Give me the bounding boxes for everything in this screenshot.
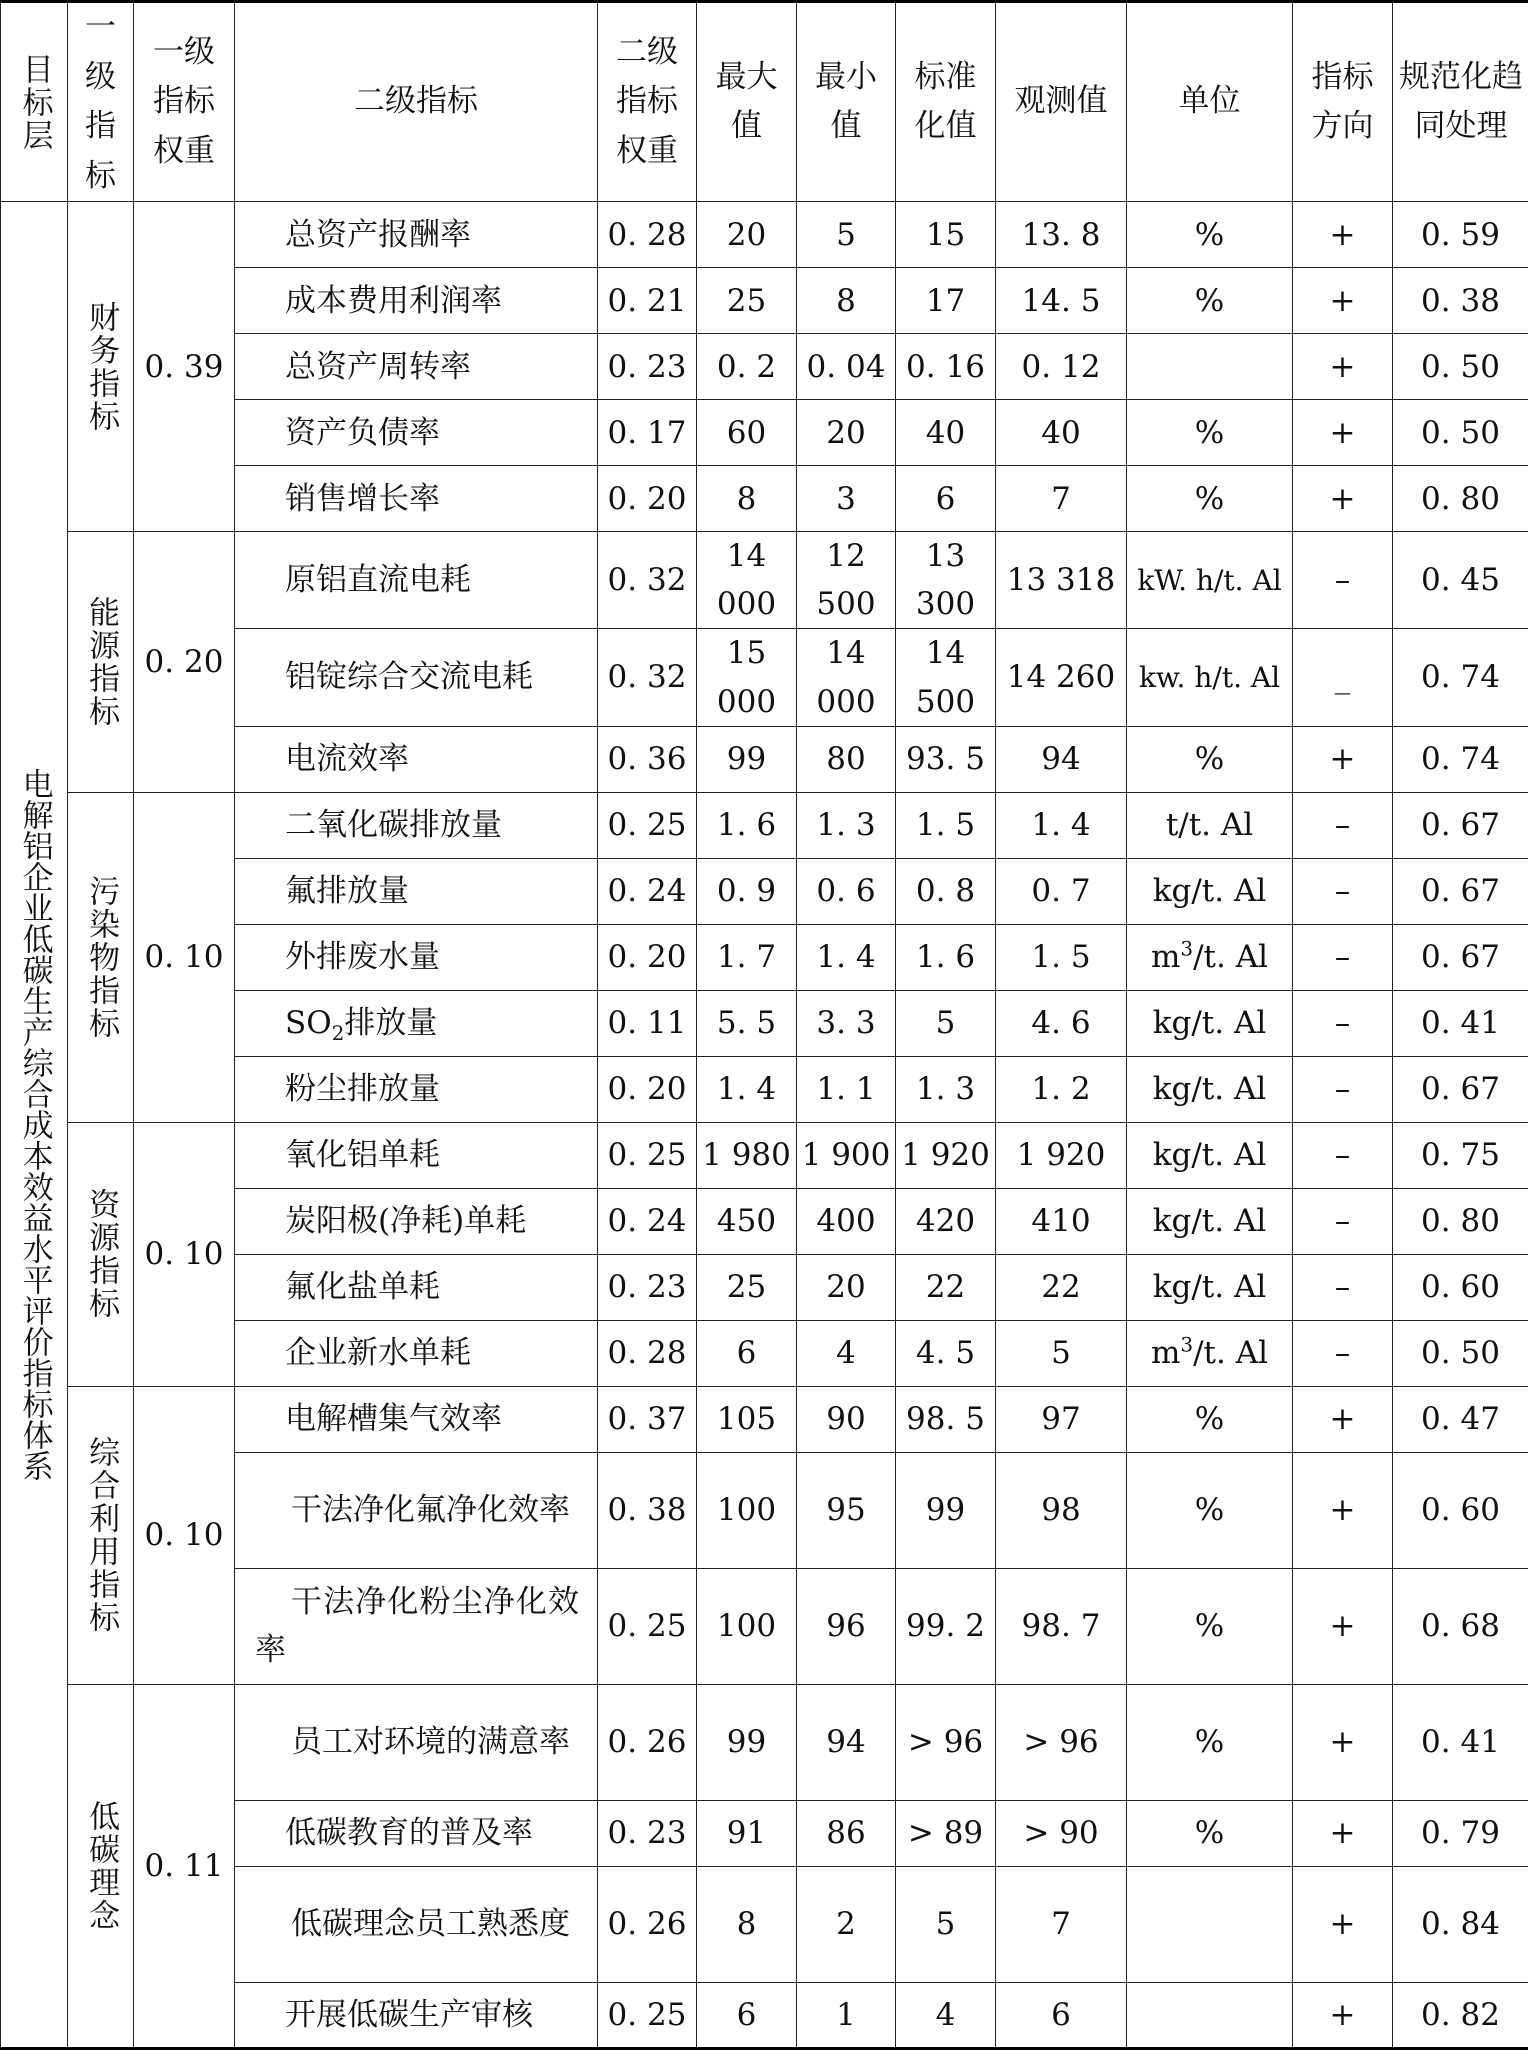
cell-normalized: 0. 67 bbox=[1393, 792, 1528, 858]
cell-standard: 99. 2 bbox=[896, 1568, 996, 1684]
cell-min: 0. 6 bbox=[797, 858, 896, 924]
cell-weight: 0. 37 bbox=[598, 1386, 697, 1452]
cell-min: 400 bbox=[797, 1188, 896, 1254]
cell-min: 90 bbox=[797, 1386, 896, 1452]
cell-unit bbox=[1127, 334, 1293, 400]
cell-weight: 0. 11 bbox=[598, 990, 697, 1056]
cell-normalized: 0. 80 bbox=[1393, 466, 1528, 532]
cell-min: 4 bbox=[797, 1320, 896, 1386]
cell-observed: 1. 2 bbox=[996, 1056, 1127, 1122]
cell-weight: 0. 24 bbox=[598, 1188, 697, 1254]
cell-standard: 40 bbox=[896, 400, 996, 466]
cell-observed: 40 bbox=[996, 400, 1127, 466]
cell-max: 91 bbox=[697, 1800, 797, 1866]
cell-min: 1. 3 bbox=[797, 792, 896, 858]
cell-weight: 0. 32 bbox=[598, 629, 697, 726]
cell-unit: % bbox=[1127, 1568, 1293, 1684]
cell-standard: 5 bbox=[896, 990, 996, 1056]
header-row bbox=[1, 2, 1528, 202]
cell-max: 8 bbox=[697, 1866, 797, 1982]
group-name-cell: 能源指标 bbox=[68, 532, 134, 792]
cell-max: 0. 9 bbox=[697, 858, 797, 924]
cell-normalized: 0. 68 bbox=[1393, 1568, 1528, 1684]
group-name-cell: 资源指标 bbox=[68, 1122, 134, 1386]
cell-max: 25 bbox=[697, 268, 797, 334]
cell-min: 8 bbox=[797, 268, 896, 334]
cell-observed: 1 920 bbox=[996, 1122, 1127, 1188]
cell-observed: 4. 6 bbox=[996, 990, 1127, 1056]
cell-observed: 7 bbox=[996, 1866, 1127, 1982]
group-name-cell: 低碳理念 bbox=[68, 1684, 134, 2048]
cell-normalized: 0. 80 bbox=[1393, 1188, 1528, 1254]
cell-standard: 99 bbox=[896, 1452, 996, 1568]
indicator-name: 低碳理念员工熟悉度 bbox=[235, 1866, 598, 1982]
cell-observed: 94 bbox=[996, 726, 1127, 792]
cell-min: 14 000 bbox=[797, 629, 896, 726]
cell-weight: 0. 25 bbox=[598, 792, 697, 858]
cell-normalized: 0. 50 bbox=[1393, 400, 1528, 466]
cell-normalized: 0. 50 bbox=[1393, 334, 1528, 400]
cell-observed: 6 bbox=[996, 1982, 1127, 2048]
group-name-cell: 污染物指标 bbox=[68, 792, 134, 1122]
header-normalized: 规范化趋同处理 bbox=[1393, 2, 1528, 202]
cell-direction: + bbox=[1293, 400, 1393, 466]
cell-unit: t/t. Al bbox=[1127, 792, 1293, 858]
cell-min: 1. 1 bbox=[797, 1056, 896, 1122]
cell-unit: % bbox=[1127, 202, 1293, 268]
group-weight-cell: 0. 20 bbox=[134, 532, 235, 792]
cell-unit: kg/t. Al bbox=[1127, 990, 1293, 1056]
cell-observed: 0. 12 bbox=[996, 334, 1127, 400]
cell-observed: 410 bbox=[996, 1188, 1127, 1254]
cell-min: 94 bbox=[797, 1684, 896, 1800]
table-row bbox=[1, 792, 1528, 858]
cell-observed: 13. 8 bbox=[996, 202, 1127, 268]
header-min: 最小值 bbox=[797, 2, 896, 202]
cell-max: 1 980 bbox=[697, 1122, 797, 1188]
cell-unit: % bbox=[1127, 1452, 1293, 1568]
cell-weight: 0. 20 bbox=[598, 466, 697, 532]
indicator-name: 氟排放量 bbox=[235, 858, 598, 924]
cell-max: 99 bbox=[697, 1684, 797, 1800]
cell-weight: 0. 23 bbox=[598, 1800, 697, 1866]
group-name-cell: 财务指标 bbox=[68, 202, 134, 532]
cell-normalized: 0. 45 bbox=[1393, 532, 1528, 629]
indicator-name: 总资产周转率 bbox=[235, 334, 598, 400]
indicator-name: 员工对环境的满意率 bbox=[235, 1684, 598, 1800]
indicator-name: 氟化盐单耗 bbox=[235, 1254, 598, 1320]
table-row bbox=[1, 1386, 1528, 1452]
cell-direction: + bbox=[1293, 1386, 1393, 1452]
cell-direction: + bbox=[1293, 1568, 1393, 1684]
cell-direction: – bbox=[1293, 1188, 1393, 1254]
cell-max: 99 bbox=[697, 726, 797, 792]
cell-unit: kg/t. Al bbox=[1127, 858, 1293, 924]
header-max: 最大值 bbox=[697, 2, 797, 202]
cell-observed: > 90 bbox=[996, 1800, 1127, 1866]
cell-normalized: 0. 79 bbox=[1393, 1800, 1528, 1866]
cell-min: 5 bbox=[797, 202, 896, 268]
group-weight-cell: 0. 39 bbox=[134, 202, 235, 532]
cell-max: 6 bbox=[697, 1320, 797, 1386]
cell-min: 0. 04 bbox=[797, 334, 896, 400]
indicator-name: 二氧化碳排放量 bbox=[235, 792, 598, 858]
indicator-name: 成本费用利润率 bbox=[235, 268, 598, 334]
indicator-name: 低碳教育的普及率 bbox=[235, 1800, 598, 1866]
cell-weight: 0. 25 bbox=[598, 1568, 697, 1684]
table-row bbox=[1, 1684, 1528, 1800]
cell-unit: kW. h/t. Al bbox=[1127, 532, 1293, 629]
cell-unit: $m^3/t$. Al bbox=[1127, 1320, 1293, 1386]
cell-observed: 5 bbox=[996, 1320, 1127, 1386]
cell-observed: 14. 5 bbox=[996, 268, 1127, 334]
cell-direction: + bbox=[1293, 334, 1393, 400]
cell-normalized: 0. 74 bbox=[1393, 726, 1528, 792]
cell-direction: + bbox=[1293, 1684, 1393, 1800]
cell-weight: 0. 20 bbox=[598, 1056, 697, 1122]
cell-direction: + bbox=[1293, 1452, 1393, 1568]
cell-standard: 0. 16 bbox=[896, 334, 996, 400]
cell-normalized: 0. 41 bbox=[1393, 1684, 1528, 1800]
cell-direction: – bbox=[1293, 924, 1393, 990]
cell-direction: + bbox=[1293, 202, 1393, 268]
cell-standard: > 89 bbox=[896, 1800, 996, 1866]
cell-standard: 5 bbox=[896, 1866, 996, 1982]
cell-max: 14 000 bbox=[697, 532, 797, 629]
cell-normalized: 0. 82 bbox=[1393, 1982, 1528, 2048]
cell-unit: % bbox=[1127, 1386, 1293, 1452]
cell-standard: 98. 5 bbox=[896, 1386, 996, 1452]
cell-direction: _ bbox=[1293, 629, 1393, 726]
indicator-name: 铝锭综合交流电耗 bbox=[235, 629, 598, 726]
cell-min: 1 bbox=[797, 1982, 896, 2048]
cell-normalized: 0. 74 bbox=[1393, 629, 1528, 726]
cell-min: 96 bbox=[797, 1568, 896, 1684]
cell-weight: 0. 25 bbox=[598, 1982, 697, 2048]
indicator-name: 开展低碳生产审核 bbox=[235, 1982, 598, 2048]
cell-unit bbox=[1127, 1982, 1293, 2048]
cell-direction: – bbox=[1293, 990, 1393, 1056]
cell-unit: % bbox=[1127, 1800, 1293, 1866]
cell-max: 105 bbox=[697, 1386, 797, 1452]
indicator-name: 干法净化氟净化效率 bbox=[235, 1452, 598, 1568]
cell-weight: 0. 26 bbox=[598, 1866, 697, 1982]
cell-standard: 0. 8 bbox=[896, 858, 996, 924]
cell-observed: 1. 4 bbox=[996, 792, 1127, 858]
cell-unit: kg/t. Al bbox=[1127, 1056, 1293, 1122]
indicator-name: 外排废水量 bbox=[235, 924, 598, 990]
cell-standard: 1. 6 bbox=[896, 924, 996, 990]
cell-max: 100 bbox=[697, 1452, 797, 1568]
cell-weight: 0. 25 bbox=[598, 1122, 697, 1188]
cell-weight: 0. 28 bbox=[598, 1320, 697, 1386]
cell-max: 1. 7 bbox=[697, 924, 797, 990]
cell-direction: – bbox=[1293, 1320, 1393, 1386]
cell-standard: 420 bbox=[896, 1188, 996, 1254]
cell-standard: > 96 bbox=[896, 1684, 996, 1800]
cell-standard: 1. 5 bbox=[896, 792, 996, 858]
cell-normalized: 0. 41 bbox=[1393, 990, 1528, 1056]
header-level2-weight: 二级指标权重 bbox=[598, 2, 697, 202]
cell-direction: + bbox=[1293, 1982, 1393, 2048]
cell-unit: % bbox=[1127, 268, 1293, 334]
cell-min: 3. 3 bbox=[797, 990, 896, 1056]
indicator-name: 总资产报酬率 bbox=[235, 202, 598, 268]
cell-direction: – bbox=[1293, 1122, 1393, 1188]
group-name-cell: 综合利用指标 bbox=[68, 1386, 134, 1684]
cell-normalized: 0. 75 bbox=[1393, 1122, 1528, 1188]
cell-standard: 22 bbox=[896, 1254, 996, 1320]
cell-min: 20 bbox=[797, 400, 896, 466]
cell-weight: 0. 21 bbox=[598, 268, 697, 334]
cell-max: 1. 6 bbox=[697, 792, 797, 858]
cell-direction: + bbox=[1293, 1866, 1393, 1982]
indicator-name: 电解槽集气效率 bbox=[235, 1386, 598, 1452]
cell-unit bbox=[1127, 1866, 1293, 1982]
group-weight-cell: 0. 10 bbox=[134, 792, 235, 1122]
cell-min: 2 bbox=[797, 1866, 896, 1982]
cell-standard: 14 500 bbox=[896, 629, 996, 726]
cell-weight: 0. 36 bbox=[598, 726, 697, 792]
cell-observed: 0. 7 bbox=[996, 858, 1127, 924]
cell-normalized: 0. 67 bbox=[1393, 924, 1528, 990]
cell-direction: – bbox=[1293, 532, 1393, 629]
group-weight-cell: 0. 11 bbox=[134, 1684, 235, 2048]
cell-observed: 22 bbox=[996, 1254, 1127, 1320]
indicator-name: 销售增长率 bbox=[235, 466, 598, 532]
cell-max: 60 bbox=[697, 400, 797, 466]
cell-standard: 1 920 bbox=[896, 1122, 996, 1188]
cell-standard: 4. 5 bbox=[896, 1320, 996, 1386]
indicator-name: 企业新水单耗 bbox=[235, 1320, 598, 1386]
header-unit: 单位 bbox=[1127, 2, 1293, 202]
cell-normalized: 0. 38 bbox=[1393, 268, 1528, 334]
header-level1-weight: 一级指标权重 bbox=[134, 2, 235, 202]
header-level1: 一级指标 bbox=[68, 2, 134, 202]
cell-weight: 0. 24 bbox=[598, 858, 697, 924]
cell-unit: % bbox=[1127, 1684, 1293, 1800]
cell-normalized: 0. 47 bbox=[1393, 1386, 1528, 1452]
cell-min: 20 bbox=[797, 1254, 896, 1320]
table-row bbox=[1, 202, 1528, 268]
cell-direction: + bbox=[1293, 726, 1393, 792]
cell-max: 450 bbox=[697, 1188, 797, 1254]
cell-direction: + bbox=[1293, 1800, 1393, 1866]
cell-unit: % bbox=[1127, 466, 1293, 532]
cell-standard: 93. 5 bbox=[896, 726, 996, 792]
cell-standard: 4 bbox=[896, 1982, 996, 2048]
header-target: 目标层 bbox=[1, 2, 68, 202]
cell-min: 86 bbox=[797, 1800, 896, 1866]
cell-unit: kg/t. Al bbox=[1127, 1188, 1293, 1254]
cell-weight: 0. 38 bbox=[598, 1452, 697, 1568]
group-weight-cell: 0. 10 bbox=[134, 1386, 235, 1684]
cell-max: 6 bbox=[697, 1982, 797, 2048]
cell-unit: kw. h/t. Al bbox=[1127, 629, 1293, 726]
group-weight-cell: 0. 10 bbox=[134, 1122, 235, 1386]
header-direction: 指标方向 bbox=[1293, 2, 1393, 202]
cell-max: 0. 2 bbox=[697, 334, 797, 400]
cell-max: 25 bbox=[697, 1254, 797, 1320]
cell-max: 8 bbox=[697, 466, 797, 532]
cell-observed: > 96 bbox=[996, 1684, 1127, 1800]
cell-max: 20 bbox=[697, 202, 797, 268]
cell-normalized: 0. 50 bbox=[1393, 1320, 1528, 1386]
indicator-name: 原铝直流电耗 bbox=[235, 532, 598, 629]
cell-standard: 6 bbox=[896, 466, 996, 532]
cell-normalized: 0. 60 bbox=[1393, 1452, 1528, 1568]
table-row bbox=[1, 532, 1528, 629]
cell-observed: 13 318 bbox=[996, 532, 1127, 629]
cell-max: 100 bbox=[697, 1568, 797, 1684]
indicator-name: 粉尘排放量 bbox=[235, 1056, 598, 1122]
cell-direction: – bbox=[1293, 858, 1393, 924]
cell-weight: 0. 17 bbox=[598, 400, 697, 466]
cell-min: 1. 4 bbox=[797, 924, 896, 990]
cell-normalized: 0. 84 bbox=[1393, 1866, 1528, 1982]
cell-direction: – bbox=[1293, 1254, 1393, 1320]
cell-standard: 1. 3 bbox=[896, 1056, 996, 1122]
cell-normalized: 0. 67 bbox=[1393, 858, 1528, 924]
cell-direction: – bbox=[1293, 1056, 1393, 1122]
cell-weight: 0. 23 bbox=[598, 334, 697, 400]
cell-min: 3 bbox=[797, 466, 896, 532]
indicator-name: 炭阳极(净耗)单耗 bbox=[235, 1188, 598, 1254]
cell-observed: 1. 5 bbox=[996, 924, 1127, 990]
cell-min: 1 900 bbox=[797, 1122, 896, 1188]
cell-observed: 98 bbox=[996, 1452, 1127, 1568]
cell-weight: 0. 23 bbox=[598, 1254, 697, 1320]
cell-min: 95 bbox=[797, 1452, 896, 1568]
header-observed: 观测值 bbox=[996, 2, 1127, 202]
cell-unit: % bbox=[1127, 726, 1293, 792]
cell-unit: kg/t. Al bbox=[1127, 1254, 1293, 1320]
cell-weight: 0. 32 bbox=[598, 532, 697, 629]
indicator-name: $SO_2$排放量 bbox=[235, 990, 598, 1056]
header-level2: 二级指标 bbox=[235, 2, 598, 202]
cell-standard: 15 bbox=[896, 202, 996, 268]
cell-observed: 7 bbox=[996, 466, 1127, 532]
cell-weight: 0. 28 bbox=[598, 202, 697, 268]
cell-weight: 0. 20 bbox=[598, 924, 697, 990]
cell-observed: 97 bbox=[996, 1386, 1127, 1452]
indicator-name: 氧化铝单耗 bbox=[235, 1122, 598, 1188]
cell-observed: 14 260 bbox=[996, 629, 1127, 726]
indicator-name: 干法净化粉尘净化效率 bbox=[235, 1568, 598, 1684]
table-row bbox=[1, 1122, 1528, 1188]
cell-direction: – bbox=[1293, 792, 1393, 858]
cell-normalized: 0. 59 bbox=[1393, 202, 1528, 268]
cell-max: 5. 5 bbox=[697, 990, 797, 1056]
cell-unit: % bbox=[1127, 400, 1293, 466]
indicator-name: 电流效率 bbox=[235, 726, 598, 792]
cell-direction: + bbox=[1293, 466, 1393, 532]
cell-normalized: 0. 60 bbox=[1393, 1254, 1528, 1320]
cell-max: 15 000 bbox=[697, 629, 797, 726]
cell-normalized: 0. 67 bbox=[1393, 1056, 1528, 1122]
indicator-name: 资产负债率 bbox=[235, 400, 598, 466]
cell-min: 80 bbox=[797, 726, 896, 792]
cell-standard: 17 bbox=[896, 268, 996, 334]
target-layer-cell: 电解铝企业低碳生产综合成本效益水平评价指标体系 bbox=[1, 202, 68, 2048]
cell-observed: 98. 7 bbox=[996, 1568, 1127, 1684]
cell-unit: kg/t. Al bbox=[1127, 1122, 1293, 1188]
cell-min: 12 500 bbox=[797, 532, 896, 629]
header-standard: 标准化值 bbox=[896, 2, 996, 202]
cell-standard: 13 300 bbox=[896, 532, 996, 629]
cell-max: 1. 4 bbox=[697, 1056, 797, 1122]
cell-weight: 0. 26 bbox=[598, 1684, 697, 1800]
cell-direction: + bbox=[1293, 268, 1393, 334]
cell-unit: $m^3/t$. Al bbox=[1127, 924, 1293, 990]
